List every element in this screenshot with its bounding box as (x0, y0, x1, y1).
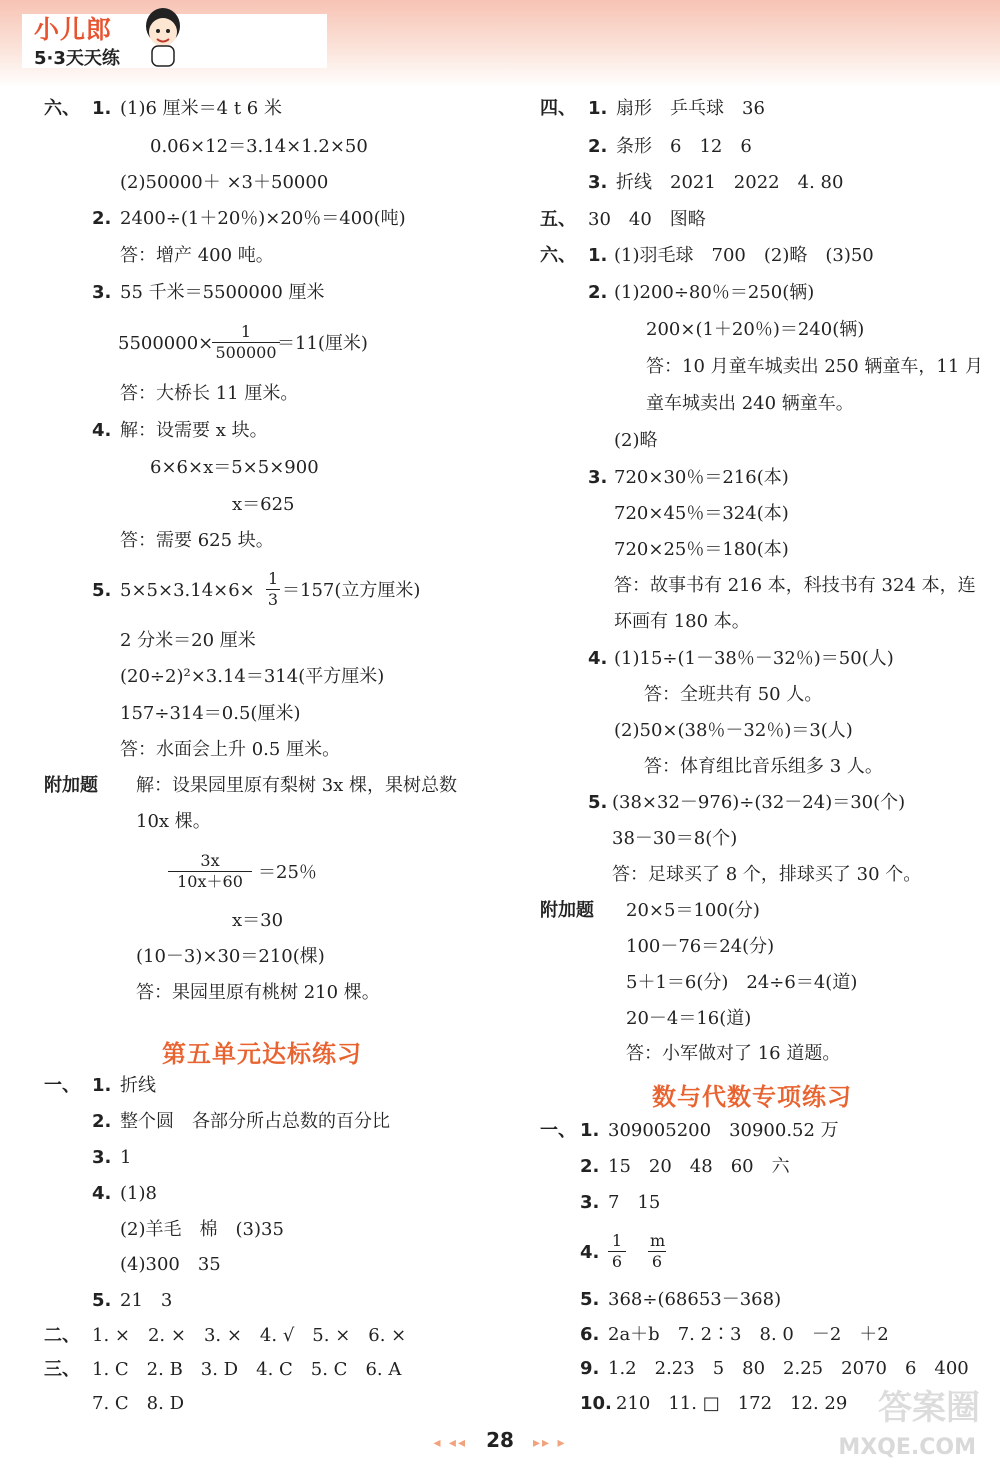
left-line: 答：需要 625 块。 (120, 530, 274, 551)
right-line: (1)15÷(1－38％－32％)＝50(人) (614, 648, 894, 669)
right-line: 1. (588, 98, 608, 119)
left-line: ＝11(厘米) (277, 333, 368, 354)
right-line: 38－30＝8(个) (612, 828, 738, 849)
left-line: 答：增产 400 吨。 (120, 245, 274, 266)
right-line: 答：足球买了 8 个，排球买了 30 个。 (612, 864, 922, 885)
right-line: 答：10 月童车城卖出 250 辆童车，11 月 (646, 356, 984, 377)
left-line: ＝25％ (258, 862, 317, 883)
fraction (168, 851, 252, 892)
left-arrows-icon: ◂ ◂◂ (433, 1435, 467, 1451)
left-line: ＝157(立方厘米) (282, 580, 421, 601)
series-title: 5·3天天练 (34, 48, 120, 69)
right-line: (2)略 (614, 430, 658, 451)
right-line: 条形 6 12 6 (616, 136, 752, 157)
left-line: 4. (92, 1183, 112, 1204)
mascot-icon (140, 4, 186, 70)
right-line: 4. (580, 1242, 600, 1263)
right-arrows-icon: ▸▸ ▸ (533, 1435, 567, 1451)
watermark-url: MXQE.COM (838, 1435, 976, 1460)
watermark-logo: 答案圈 (878, 1388, 980, 1428)
left-line: 二、 (44, 1325, 80, 1346)
right-line: 7 15 (608, 1192, 661, 1213)
fraction-denominator: 500000 (215, 343, 277, 362)
left-line: 解：设果园里原有梨树 3x 棵，果树总数 (136, 775, 458, 796)
left-line: (10－3)×30＝210(棵) (136, 946, 325, 967)
right-line: 1. (580, 1120, 600, 1141)
left-line: 5×5×3.14×6× (120, 580, 255, 601)
left-line: 6×6×x＝5×5×900 (150, 457, 319, 478)
left-line: 2 分米＝20 厘米 (120, 630, 256, 651)
left-line: 整个圆 各部分所占总数的百分比 (120, 1111, 390, 1132)
left-line: 2. (92, 208, 112, 229)
left-line: 六、 (44, 98, 80, 119)
right-line: 四、 (540, 98, 576, 119)
left-line: (1)8 (120, 1183, 157, 1204)
left-line: 答：水面会上升 0.5 厘米。 (120, 739, 341, 760)
right-line: 20×5＝100(分) (626, 900, 760, 921)
right-line: (1)200÷80％＝250(辆) (614, 282, 815, 303)
right-line: 5. (588, 792, 608, 813)
left-line: (2)羊毛 棉 (3)35 (120, 1219, 284, 1240)
right-line: (38×32－976)÷(32－24)＝30(个) (612, 792, 906, 813)
right-line: 2. (588, 282, 608, 303)
right-line: 200×(1＋20％)＝240(辆) (646, 319, 865, 340)
left-line: (4)300 35 (120, 1254, 221, 1275)
left-line: 附加题 (44, 775, 98, 796)
logo-area (22, 14, 327, 68)
right-line: 720×45％＝324(本) (614, 503, 789, 524)
right-line: 一、 (540, 1120, 576, 1141)
page-number: 28 (486, 1428, 514, 1452)
left-line: 55 千米＝5500000 厘米 (120, 282, 325, 303)
right-line: 2. (580, 1156, 600, 1177)
right-line: 15 20 48 60 六 (608, 1156, 790, 1177)
left-line: 4. (92, 420, 112, 441)
fraction-denominator: 10x＋60 (177, 872, 243, 891)
right-line: 720×25％＝180(本) (614, 539, 789, 560)
right-line: 4. (588, 648, 608, 669)
right-line: 扇形 乒乓球 36 (616, 98, 765, 119)
fraction (648, 1231, 666, 1272)
left-line: 答：果园里原有桃树 210 棵。 (136, 982, 380, 1003)
right-line: 210 11. □ 172 12. 29 (616, 1393, 848, 1414)
fraction-denominator: 6 (611, 1252, 623, 1271)
left-line: 10x 棵。 (136, 811, 211, 832)
left-line: 1. C 2. B 3. D 4. C 5. C 6. A (92, 1359, 402, 1380)
right-line: 100－76＝24(分) (626, 936, 775, 957)
left-line: 5. (92, 580, 112, 601)
left-line: 1. (92, 1075, 112, 1096)
right-line: (2)50×(38％－32％)＝3(人) (614, 720, 853, 741)
fraction (212, 322, 280, 363)
right-line: 9. (580, 1358, 600, 1379)
left-line: 7. C 8. D (92, 1393, 184, 1414)
left-line: 0.06×12＝3.14×1.2×50 (150, 136, 368, 157)
right-line: 10. (580, 1393, 612, 1414)
right-line: 1. (588, 245, 608, 266)
right-line: 720×30％＝216(本) (614, 467, 789, 488)
left-line: 三、 (44, 1359, 80, 1380)
right-line: 六、 (540, 245, 576, 266)
right-line: 答：体育组比音乐组多 3 人。 (644, 756, 883, 777)
fraction-numerator: 1 (212, 322, 280, 343)
right-line: 20－4＝16(道) (626, 1008, 752, 1029)
brand-logo: 小儿郎 (34, 15, 113, 44)
left-line: (2)50000＋ ×3＋50000 (120, 172, 329, 193)
right-line: 五、 (540, 209, 576, 230)
fraction-denominator: 6 (651, 1252, 663, 1271)
left-line: x＝625 (232, 494, 295, 515)
right-line: (1)羽毛球 700 (2)略 (3)50 (614, 245, 874, 266)
right-line: 5＋1＝6(分) 24÷6＝4(道) (626, 972, 858, 993)
section-title: 第五单元达标练习 (162, 1040, 362, 1068)
fraction-numerator: 1 (608, 1231, 626, 1252)
left-line: 157÷314＝0.5(厘米) (120, 703, 301, 724)
right-line: 5. (580, 1289, 600, 1310)
left-line: 3. (92, 1147, 112, 1168)
fraction (608, 1231, 626, 1272)
fraction (266, 569, 280, 610)
right-line: 6. (580, 1324, 600, 1345)
left-line: 答：大桥长 11 厘米。 (120, 383, 299, 404)
left-line: 2. (92, 1111, 112, 1132)
right-line: 2. (588, 136, 608, 157)
right-line: 折线 2021 2022 4. 80 (616, 172, 844, 193)
left-line: 21 3 (120, 1290, 173, 1311)
left-line: 1. (92, 98, 112, 119)
right-line: 答：故事书有 216 本，科技书有 324 本，连 (614, 575, 976, 596)
right-line: 1.2 2.23 5 80 2.25 2070 6 400 (608, 1358, 969, 1379)
left-line: 折线 (120, 1075, 156, 1096)
left-line: 5500000× (118, 333, 214, 354)
left-line: 1 (120, 1147, 132, 1168)
left-line: (1)6 厘米＝4 t 6 米 (120, 98, 282, 119)
right-line: 3. (580, 1192, 600, 1213)
left-line: (20÷2)²×3.14＝314(平方厘米) (120, 666, 385, 687)
right-line: 环画有 180 本。 (614, 611, 750, 632)
fraction-numerator: m (650, 1231, 666, 1250)
right-line: 368÷(68653－368) (608, 1289, 782, 1310)
right-line: 童车城卖出 240 辆童车。 (646, 393, 854, 414)
left-line: 1. × 2. × 3. × 4. √ 5. × 6. × (92, 1325, 407, 1346)
left-line: 5. (92, 1290, 112, 1311)
fraction-numerator: 1 (268, 569, 279, 588)
right-line: 3. (588, 467, 608, 488)
right-line: 30 40 图略 (588, 209, 706, 230)
right-line: 2a＋b 7. 2∶3 8. 0 －2 ＋2 (608, 1324, 889, 1345)
fraction-denominator: 3 (267, 590, 279, 609)
left-line: 2400÷(1＋20％)×20％＝400(吨) (120, 208, 406, 229)
right-line: 309005200 30900.52 万 (608, 1120, 839, 1141)
left-line: x＝30 (232, 910, 284, 931)
fraction-numerator: 3x (168, 851, 252, 872)
right-line: 答：全班共有 50 人。 (644, 684, 823, 705)
right-line: 答：小军做对了 16 道题。 (626, 1043, 841, 1064)
section-title: 数与代数专项练习 (652, 1083, 852, 1111)
right-line: 附加题 (540, 900, 594, 921)
left-line: 一、 (44, 1075, 80, 1096)
right-line: 3. (588, 172, 608, 193)
left-line: 3. (92, 282, 112, 303)
left-line: 解：设需要 x 块。 (120, 420, 268, 441)
